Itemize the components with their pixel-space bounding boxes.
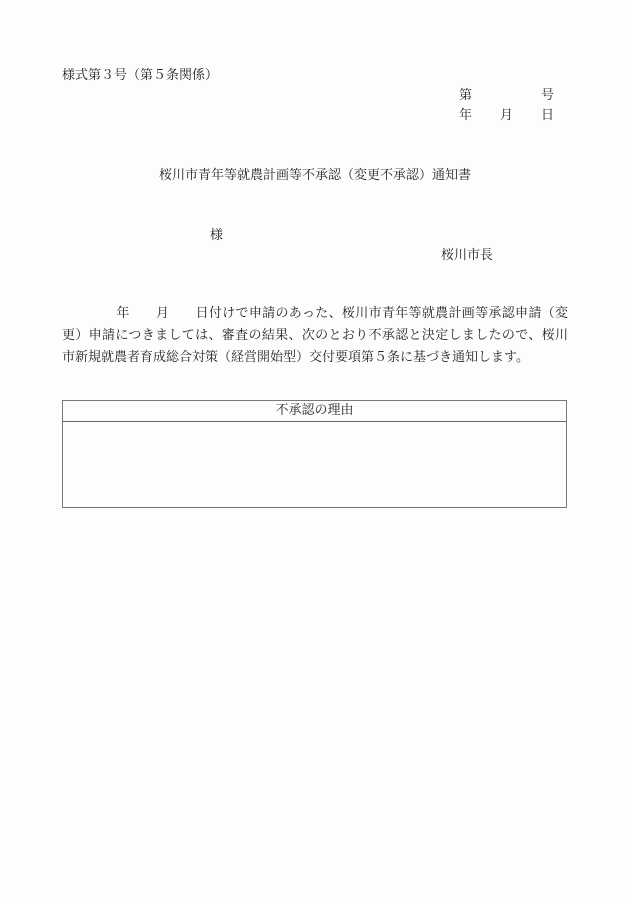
reason-table-header: 不承認の理由 <box>63 401 566 422</box>
body-year: 年 <box>116 306 130 321</box>
doc-number-prefix: 第 <box>459 88 473 103</box>
reason-table-body <box>63 422 566 507</box>
body-text: 日付けで申請のあった、桜川市青年等就農計画等承認申請（変更）申請につきましては、審査の結果、次のとおり不承認と決定しましたので、桜川市新規就農者育成総合対策（経営開始型）交付要項第５条に基づき通知します。 <box>62 306 568 365</box>
date-day: 日 <box>540 108 554 123</box>
body-month: 月 <box>155 306 170 321</box>
form-number: 様式第３号（第５条関係） <box>62 68 219 83</box>
doc-number-suffix: 号 <box>540 88 554 103</box>
document-title: 桜川市青年等就農計画等不承認（変更不承認）通知書 <box>158 168 471 183</box>
document-number <box>459 84 554 103</box>
document-date <box>459 104 554 123</box>
reason-table <box>62 400 567 508</box>
body-paragraph <box>62 303 568 369</box>
date-year: 年 <box>459 108 473 123</box>
recipient-honorific: 様 <box>210 228 224 243</box>
date-month: 月 <box>499 108 513 123</box>
sender-name: 桜川市長 <box>441 248 494 263</box>
